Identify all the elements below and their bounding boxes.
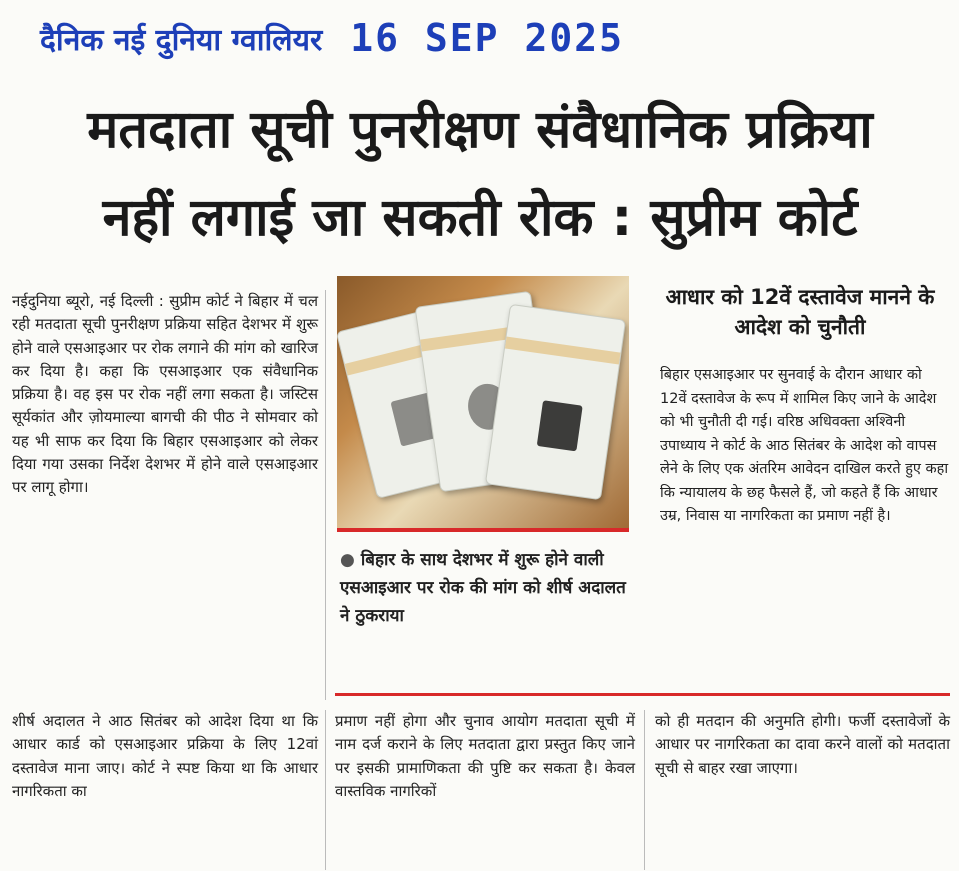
- voter-card-image: [485, 304, 626, 501]
- headline-line-1: मतदाता सूची पुनरीक्षण संवैधानिक प्रक्रिया: [87, 100, 873, 160]
- column-divider: [644, 710, 645, 870]
- photo-caption: [340, 546, 630, 630]
- column-divider: [325, 710, 326, 870]
- headline-line-2: नहीं लगाई जा सकती रोक : सुप्रीम कोर्ट: [102, 188, 858, 248]
- section-divider: [335, 693, 950, 696]
- story-column-1-top: नईदुनिया ब्यूरो, नई दिल्ली : सुप्रीम कोर्ट ने बिहार में चल रही मतदाता सूची पुनरीक्षण प्रक्रिया सहित देशभर में शुरू होने वाले एसआइआर पर रोक लगाने की मांग को खारिज कर दिया है। कहा कि एसआइआर एक संवैधानिक प्रक्रिया है। वह इस पर रोक नहीं लगा सकता है। जस्टिस सूर्यकांत और ज़ोयमाल्या बागची की पीठ ने सोमवार को यह भी साफ कर दिया कि बिहार एसआइआर को लेकर दिया गया उसका निर्देश देशभर में होने वाले एसआइआर पर लागू होगा।: [12, 292, 318, 497]
- column-divider: [325, 290, 326, 700]
- masthead: [40, 14, 624, 62]
- story-column-3-bottom: को ही मतदान की अनुमति होगी। फर्जी दस्तावेजों के आधार पर नागरिकता का दावा करने वालों को मतदाता सूची से बाहर रखा जाएगा।: [655, 712, 950, 777]
- newspaper-name: दैनिक नई दुनिया ग्वालियर: [40, 22, 323, 58]
- voter-id-cards-photo: [337, 276, 629, 528]
- bullet-icon: ●: [340, 550, 355, 570]
- story-column-2-bottom: प्रमाण नहीं होगा और चुनाव आयोग मतदाता सूची में नाम दर्ज कराने के लिए मतदाता द्वारा प्रस्तुत किए जाने पर इसकी प्रामाणिकता की पुष्टि कर सकता है। केवल वास्तविक नागरिकों: [335, 712, 635, 800]
- sidebar-heading: आधार को 12वें दस्तावेज मानने के आदेश को चुनौती: [665, 285, 935, 339]
- story-column-1-bottom: शीर्ष अदालत ने आठ सितंबर को आदेश दिया था कि आधार कार्ड को एसआइआर प्रक्रिया के लिए 12वां दस्तावेज माना जाए। कोर्ट ने स्पष्ट किया था कि आधार नागरिकता का: [12, 712, 318, 800]
- photo-caption-text: बिहार के साथ देशभर में शुरू होने वाली एसआइआर पर रोक की मांग को शीर्ष अदालत ने ठुकराया: [340, 550, 626, 626]
- date-stamp: 16 SEP 2025: [350, 16, 624, 60]
- sidebar-text: बिहार एसआइआर पर सुनवाई के दौरान आधार को 12वें दस्तावेज के रूप में शामिल किए जाने के आदेश को भी चुनौती दी गई। वरिष्ठ अधिवक्ता अश्विनी उपाध्याय ने कोर्ट के आठ सितंबर के आदेश को वापस लेने के लिए एक अंतरिम आवेदन दाखिल करते हुए कहा कि न्यायालय के छह फैसले हैं, जो कहते हैं कि आधार उम्र, निवास या नागरिकता का प्रमाण नहीं है।: [660, 367, 949, 524]
- photo-divider: [337, 528, 629, 532]
